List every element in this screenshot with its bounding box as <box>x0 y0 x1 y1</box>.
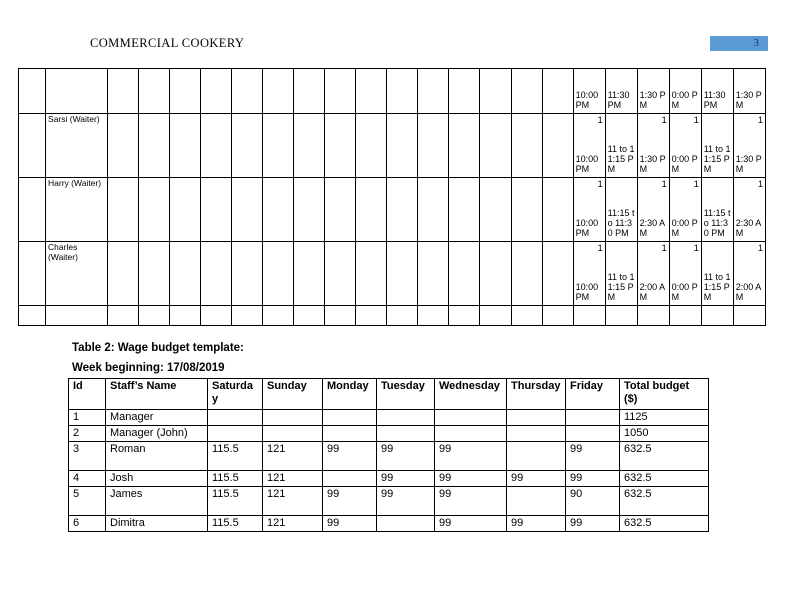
grid-cell <box>201 178 232 242</box>
grid-cell <box>201 114 232 178</box>
shift-time: 1:30 PM <box>639 154 666 174</box>
wage-cell: 115.5 <box>208 442 263 471</box>
shift-count: 1 <box>597 115 603 125</box>
wage-cell <box>263 410 323 426</box>
shift-cell <box>637 69 669 114</box>
shift-count: 1 <box>597 243 603 253</box>
wage-cell: 121 <box>263 516 323 532</box>
shift-count: 1 <box>661 243 667 253</box>
wage-cell: 632.5 <box>620 516 709 532</box>
grid-cell <box>201 69 232 114</box>
shift-time: 2:30 AM <box>639 218 666 238</box>
shift-time: 10:00 PM <box>575 282 599 302</box>
wage-cell: Manager (John) <box>106 426 208 442</box>
wage-cell: 99 <box>323 442 377 471</box>
shift-time: 1:30 PM <box>639 90 666 110</box>
shift-time: 11 to 11:15 PM <box>607 272 635 302</box>
staff-name-cell <box>46 69 108 114</box>
wage-cell: 99 <box>377 487 435 516</box>
grid-cell <box>418 69 449 114</box>
wage-cell: 115.5 <box>208 487 263 516</box>
wage-cell <box>566 426 620 442</box>
wage-budget-table <box>68 378 709 532</box>
wage-cell: 99 <box>507 471 566 487</box>
grid-cell <box>356 178 387 242</box>
grid-cell <box>232 114 263 178</box>
shift-time: 0:00 PM <box>671 90 698 110</box>
grid-cell <box>356 114 387 178</box>
col-header-monday: Monday <box>323 379 377 410</box>
wage-cell: 1125 <box>620 410 709 426</box>
shift-cell <box>605 242 637 306</box>
grid-cell <box>511 306 542 326</box>
shift-time: 11:30 PM <box>607 90 630 110</box>
grid-cell <box>418 306 449 326</box>
shift-time: 11:15 to 11:30 PM <box>703 208 731 238</box>
grid-cell <box>637 306 669 326</box>
grid-cell <box>418 178 449 242</box>
shift-time: 11 to 11:15 PM <box>703 144 731 174</box>
grid-cell <box>573 306 605 326</box>
wage-cell: 632.5 <box>620 471 709 487</box>
wage-row <box>69 442 709 471</box>
wage-cell: Manager <box>106 410 208 426</box>
wage-cell: James <box>106 487 208 516</box>
shift-time: 1:30 PM <box>735 154 762 174</box>
grid-cell <box>170 69 201 114</box>
grid-cell <box>325 242 356 306</box>
grid-cell <box>511 69 542 114</box>
shift-time: 10:00 PM <box>575 154 599 174</box>
shift-cell <box>733 242 765 306</box>
grid-cell <box>170 114 201 178</box>
grid-cell <box>108 306 139 326</box>
shift-cell <box>701 69 733 114</box>
shift-time: 11 to 11:15 PM <box>703 272 731 302</box>
shift-cell <box>669 114 701 178</box>
roster-table <box>18 68 766 326</box>
grid-cell <box>387 114 418 178</box>
grid-cell <box>325 306 356 326</box>
grid-cell <box>232 178 263 242</box>
grid-cell <box>480 69 511 114</box>
roster-row-times <box>19 69 766 114</box>
shift-cell <box>637 114 669 178</box>
col-header-friday: Friday <box>566 379 620 410</box>
grid-cell <box>387 306 418 326</box>
wage-cell: 99 <box>435 516 507 532</box>
shift-count: 1 <box>661 179 667 189</box>
shift-cell <box>605 114 637 178</box>
wage-cell <box>507 442 566 471</box>
wage-cell <box>263 426 323 442</box>
shift-cell <box>573 69 605 114</box>
grid-cell <box>139 114 170 178</box>
shift-cell <box>669 178 701 242</box>
shift-cell <box>637 178 669 242</box>
wage-cell: 1050 <box>620 426 709 442</box>
grid-cell <box>294 69 325 114</box>
wage-cell: 99 <box>435 471 507 487</box>
wage-row <box>69 471 709 487</box>
shift-cell <box>701 178 733 242</box>
wage-cell <box>435 410 507 426</box>
col-header-total-budget: Total budget ($) <box>620 379 709 410</box>
grid-cell <box>733 306 765 326</box>
grid-cell <box>263 306 294 326</box>
grid-cell <box>19 178 46 242</box>
wage-cell <box>507 487 566 516</box>
shift-cell <box>733 178 765 242</box>
shift-cell <box>701 242 733 306</box>
wage-cell <box>566 410 620 426</box>
wage-cell <box>208 426 263 442</box>
wage-cell: 99 <box>566 471 620 487</box>
grid-cell <box>356 242 387 306</box>
wage-cell <box>435 426 507 442</box>
wage-cell: Roman <box>106 442 208 471</box>
wage-cell: 632.5 <box>620 442 709 471</box>
shift-cell <box>573 178 605 242</box>
shift-cell <box>637 242 669 306</box>
wage-cell: Dimitra <box>106 516 208 532</box>
col-header-saturday: Saturday <box>208 379 263 410</box>
shift-count: 1 <box>661 115 667 125</box>
roster-row-empty <box>19 306 766 326</box>
grid-cell <box>542 178 573 242</box>
shift-count: 1 <box>693 115 699 125</box>
shift-time: 10:00 PM <box>575 90 599 110</box>
shift-cell <box>701 114 733 178</box>
grid-cell <box>263 114 294 178</box>
grid-cell <box>325 178 356 242</box>
shift-count: 1 <box>693 179 699 189</box>
grid-cell <box>449 242 480 306</box>
shift-cell <box>573 242 605 306</box>
wage-cell <box>208 410 263 426</box>
grid-cell <box>387 178 418 242</box>
week-beginning-label: Week beginning: 17/08/2019 <box>72 362 225 374</box>
shift-time: 11:30 PM <box>703 90 726 110</box>
wage-cell: 99 <box>435 487 507 516</box>
shift-time: 1:30 PM <box>735 90 762 110</box>
grid-cell <box>387 69 418 114</box>
wage-cell: 1 <box>69 410 106 426</box>
wage-cell: 99 <box>323 487 377 516</box>
wage-row <box>69 487 709 516</box>
wage-cell: 99 <box>566 442 620 471</box>
wage-cell <box>323 426 377 442</box>
grid-cell <box>139 242 170 306</box>
wage-cell: 115.5 <box>208 516 263 532</box>
grid-cell <box>263 178 294 242</box>
roster-row-sarsi <box>19 114 766 178</box>
grid-cell <box>294 114 325 178</box>
wage-cell: 3 <box>69 442 106 471</box>
wage-cell: 2 <box>69 426 106 442</box>
col-header-tuesday: Tuesday <box>377 379 435 410</box>
col-header-id: Id <box>69 379 106 410</box>
roster-row-charles <box>19 242 766 306</box>
grid-cell <box>19 242 46 306</box>
shift-cell <box>605 178 637 242</box>
shift-time: 2:00 AM <box>639 282 666 302</box>
document-header-title: COMMERCIAL COOKERY <box>90 36 245 50</box>
wage-header-row <box>69 379 709 410</box>
staff-name-cell <box>46 306 108 326</box>
grid-cell <box>263 69 294 114</box>
wage-cell: 99 <box>377 471 435 487</box>
grid-cell <box>449 306 480 326</box>
wage-cell <box>377 516 435 532</box>
col-header-staff-name: Staff’s Name <box>106 379 208 410</box>
col-header-sunday: Sunday <box>263 379 323 410</box>
grid-cell <box>356 69 387 114</box>
grid-cell <box>449 69 480 114</box>
page-number: 3 <box>753 37 759 49</box>
grid-cell <box>19 69 46 114</box>
shift-count: 1 <box>597 179 603 189</box>
grid-cell <box>19 306 46 326</box>
shift-count: 1 <box>757 243 763 253</box>
grid-cell <box>511 114 542 178</box>
grid-cell <box>511 178 542 242</box>
col-header-wednesday: Wednesday <box>435 379 507 410</box>
wage-cell: 99 <box>377 442 435 471</box>
wage-cell <box>507 410 566 426</box>
grid-cell <box>294 178 325 242</box>
wage-cell: 121 <box>263 442 323 471</box>
grid-cell <box>108 69 139 114</box>
wage-cell: 5 <box>69 487 106 516</box>
grid-cell <box>325 69 356 114</box>
grid-cell <box>356 306 387 326</box>
wage-row <box>69 426 709 442</box>
shift-time: 0:00 PM <box>671 218 698 238</box>
wage-cell: 99 <box>507 516 566 532</box>
grid-cell <box>201 242 232 306</box>
wage-cell: 6 <box>69 516 106 532</box>
wage-cell <box>323 410 377 426</box>
wage-cell: 121 <box>263 471 323 487</box>
wage-cell <box>377 410 435 426</box>
grid-cell <box>19 114 46 178</box>
wage-cell: 99 <box>435 442 507 471</box>
shift-time: 11:15 to 11:30 PM <box>607 208 635 238</box>
grid-cell <box>542 306 573 326</box>
grid-cell <box>294 306 325 326</box>
shift-cell <box>733 69 765 114</box>
shift-cell <box>669 242 701 306</box>
wage-cell: Josh <box>106 471 208 487</box>
wage-cell: 99 <box>323 516 377 532</box>
staff-name-cell: Sarsi (Waiter) <box>46 114 108 178</box>
grid-cell <box>201 306 232 326</box>
grid-cell <box>139 306 170 326</box>
wage-cell <box>377 426 435 442</box>
grid-cell <box>418 242 449 306</box>
grid-cell <box>542 242 573 306</box>
grid-cell <box>542 69 573 114</box>
wage-row <box>69 516 709 532</box>
staff-name-cell: Harry (Waiter) <box>46 178 108 242</box>
shift-time: 10:00 PM <box>575 218 599 238</box>
grid-cell <box>232 69 263 114</box>
grid-cell <box>511 242 542 306</box>
shift-count: 1 <box>693 243 699 253</box>
grid-cell <box>480 114 511 178</box>
grid-cell <box>480 306 511 326</box>
grid-cell <box>139 178 170 242</box>
wage-cell: 632.5 <box>620 487 709 516</box>
grid-cell <box>418 114 449 178</box>
grid-cell <box>605 306 637 326</box>
col-header-thursday: Thursday <box>507 379 566 410</box>
shift-count: 1 <box>757 179 763 189</box>
grid-cell <box>480 242 511 306</box>
wage-cell: 90 <box>566 487 620 516</box>
grid-cell <box>232 242 263 306</box>
shift-cell <box>733 114 765 178</box>
grid-cell <box>669 306 701 326</box>
shift-time: 2:30 AM <box>735 218 762 238</box>
grid-cell <box>542 114 573 178</box>
wage-cell: 99 <box>566 516 620 532</box>
grid-cell <box>170 242 201 306</box>
shift-cell <box>605 69 637 114</box>
grid-cell <box>701 306 733 326</box>
roster-row-harry <box>19 178 766 242</box>
shift-count: 1 <box>757 115 763 125</box>
grid-cell <box>294 242 325 306</box>
wage-cell: 115.5 <box>208 471 263 487</box>
shift-time: 2:00 AM <box>735 282 762 302</box>
grid-cell <box>387 242 418 306</box>
table2-caption: Table 2: Wage budget template: <box>72 342 244 354</box>
shift-time: 0:00 PM <box>671 154 698 174</box>
grid-cell <box>139 69 170 114</box>
wage-cell: 4 <box>69 471 106 487</box>
grid-cell <box>170 178 201 242</box>
wage-cell: 121 <box>263 487 323 516</box>
wage-cell <box>507 426 566 442</box>
shift-cell <box>669 69 701 114</box>
staff-name-cell: Charles (Waiter) <box>46 242 108 306</box>
shift-time: 11 to 11:15 PM <box>607 144 635 174</box>
wage-cell <box>323 471 377 487</box>
shift-cell <box>573 114 605 178</box>
grid-cell <box>449 114 480 178</box>
grid-cell <box>108 242 139 306</box>
grid-cell <box>232 306 263 326</box>
grid-cell <box>325 114 356 178</box>
shift-time: 0:00 PM <box>671 282 698 302</box>
grid-cell <box>480 178 511 242</box>
wage-row <box>69 410 709 426</box>
grid-cell <box>449 178 480 242</box>
grid-cell <box>263 242 294 306</box>
page-number-box <box>710 36 768 51</box>
grid-cell <box>170 306 201 326</box>
grid-cell <box>108 114 139 178</box>
grid-cell <box>108 178 139 242</box>
